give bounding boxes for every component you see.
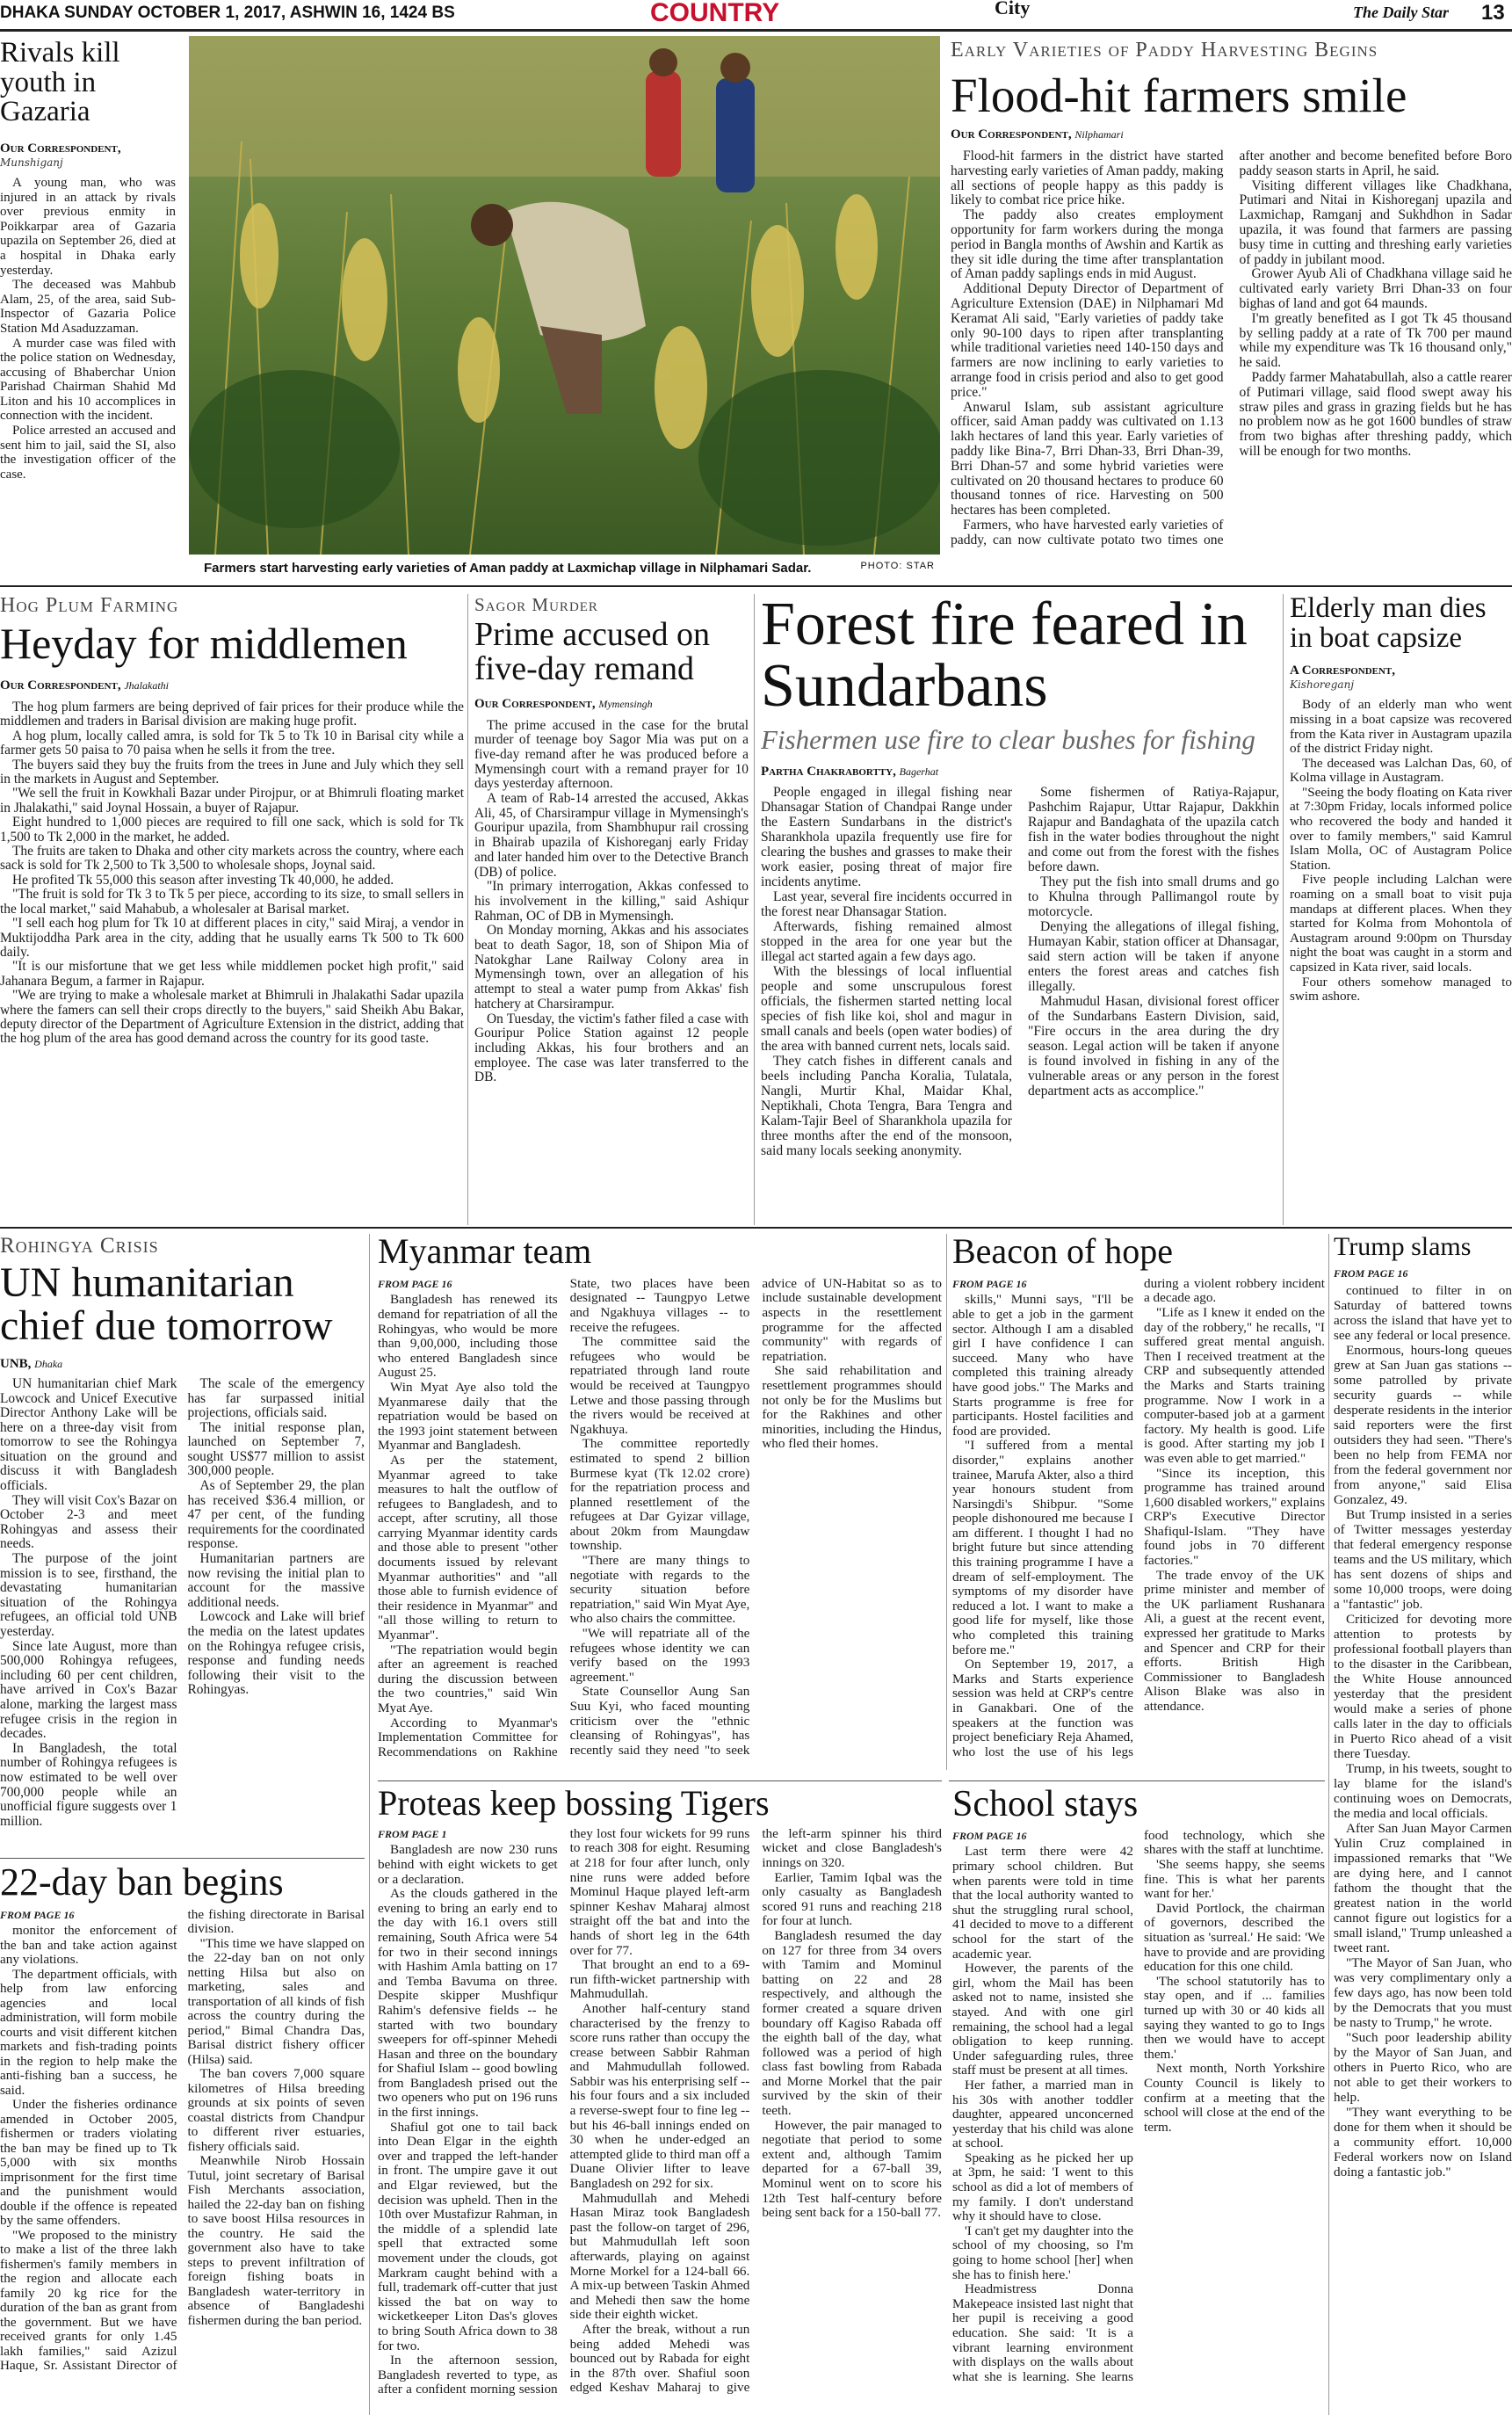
article-body: Flood-hit farmers in the district have started harvesting early varieties of Aman paddy, making all sections of people happy as this paddy is likely to combat rice price hike. The paddy also creates employment opportunity for farm workers during the monga period in Bangla months of Awshin and Kartik as they sit idle during the time after transplantation of Aman paddy saplings ends in mid August. Additional Deputy Director of Department of Agriculture Extension (DAE) in Nilphamari Md Keramat Ali said, "Early varieties of paddy take only 90-100 days to ripen after transplanting while traditional varieties need 140-150 days and farmers are now inclining to early varieties to arrange food in crisis period and also to get good price." Anwarul Islam, sub assistant agriculture officer, said Aman paddy was cultivated on 1.13 lakh hectares of land this year. Early varieties of paddy like Bina-7, Brri Dhan-33, Brri Dhan-39, Brri Dhan-57 and some hybrid varieties were cultivated on 20 thousand hectares to produce 60 thousand tonnes of rice. Harvesting on 500 hectares has been completed. Farmers, who have harvested early varieties of paddy, can now cultivate potato two times one after another and become benefited before Boro paddy season starts in April, he said. Visiting different villages like Chadkhana, Putimari and Nitai in Kishoreganj upazila and Laxmichap, Ramganj and Sukhdhon in Sadar upazila, it was found that farmers are passing busy time in cutting and threshing early varieties of paddy in jubilant mood. Grower Ayub Ali of Chadkhana village said he cultivated early variety Brri Dhan-33 on four bighas of land and got 64 maunds. I'm greatly benefited as I got Tk 45 thousand by selling paddy at a rate of Tk 700 per maund while my expenditure was Tk 16 thousand only," he said. Paddy farmer Mahatabullah, also a cattle rearer of Putimari village, said flood swept away his straw piles and grass in grazing fields but he has no problem now as he got 1600 bundles of straw from two bighas after threshing paddy, which will be enough for two months. (951, 149, 1512, 548)
byline: A Correspondent, (1290, 664, 1396, 678)
headline: Proteas keep bossing Tigers (378, 1786, 770, 1823)
rule-tigers (378, 1780, 942, 1781)
byline: UNB, Dhaka (0, 1356, 63, 1371)
photo-caption (204, 559, 942, 578)
headline: Trump slams (1334, 1234, 1472, 1261)
dateline: Munshiganj (0, 156, 63, 169)
article-body: FROM PAGE 16 skills," Munni says, "I'll be able to get a job in the garment sector. Although I am a disabled girl I have confidence I can succeed. Many who have completed this training already have good jobs." The Marks and Starts programme is free for participants. Hostel facilities and food are provided. "I suffered from a mental disorder," explains another trainee, Marufa Akter, also a third year honours student from Narsingdi's Shibpur. "Some people dishonoured me because I am different. I thought I had no bright future but since attending this training programme I have a dream of self-employment. The symptoms of my disorder have reduced a lot. I want to make a good life for myself, like those who completed this training before me." On September 19, 2017, a Marks and Starts experience session was held at CRP's centre in Ganakbari. One of the speakers at the function was project beneficiary Reja Ahamed, who lost the use of his legs during a violent robbery incident a decade ago. "Life as I knew it ended on the day of the robbery," he recalls, "I suffered great mental anguish. Then I received treatment at the CRP and subsequently attended the Marks and Starts training programme. Now I work in a computer-based job at a garment factory. My health is good. Life is good. After starting my job I was even able to get married." "Since its inception, this programme has trained around 1,600 disabled workers," explains CRP's Executive Director Shafiqul-Islam. "They have found jobs in 70 different factories." The trade envoy of the UK prime minister and member of the UK parliament Rushanara Ali, a guest at the recent event, expressed her gratitude to Marks and Spencer and CRP for their efforts. British High Commissioner to Bangladesh Alison Blake was also in attendance. (952, 1275, 1325, 1759)
kicker: Rohingya Crisis (0, 1234, 159, 1258)
divider (754, 594, 755, 1225)
article-ban (0, 1863, 365, 2415)
article-body: FROM PAGE 16 Last term there were 42 primary school children. But when parents were told in time that the local authority wanted to shut the struggling rural school, 41 decided to move to a different school for the start of the academic year. However, the parents of the girl, whom the Mail has been asked not to name, insisted she stayed. And with one girl remaining, the school had a legal obligation to keep running. Under safeguarding rules, three staff must be present at all times. Her father, a married man in his 30s with another toddler daughter, appeared unconcerned yesterday that his child was alone at school. Speaking as he picked her up at 3pm, he said: 'I went to this school as did a lot of members of my family. I don't understand why it should have to close. 'I can't get my daughter into the school of my choosing, so I'm going to home school [her] when she has to finish here.' Headmistress Donna Makepeace insisted last night that her pupil is receiving a good education. She said: 'It is a vibrant learning environment with displays on the walls about what she is learning. She learns food technology, which she shares with the staff at lunchtime. 'She seems happy, she seems fine. This is what her parents want for her.' David Portlock, the chairman of governors, described the situation as 'surreal.' He said: 'We have to provide and are providing education for this one child. 'The school statutorily has to stay open, and if ... families turned up with 30 or 40 kids all saying they wanted to go to Ings then we would have to accept them.' Next month, North Yorkshire County Council is likely to confirm at a meeting that the school will close at the end of the term. (952, 1827, 1325, 2384)
section-rule-2 (0, 1227, 1512, 1229)
article-body: FROM PAGE 16 Bangladesh has renewed its demand for repatriation of all the Rohingyas, who would be more than 9,00,000, including those who entered Bangladesh since August 25. Win Myat Aye also told the Myanmarese daily that the repatriation would be based on the 1993 joint statement between Myanmar and Bangladesh. As per the statement, Myanmar agreed to take measures to halt the outflow of refugees to Bangladesh, and to accept, after scrutiny, all those carrying Myanmar identity cards and those able to present "other documents issued by relevant Myanmar authorities" and "all those able to furnish evidence of their residence in Myanmar" and "all those willing to return to Myanmar". "The repatriation would begin after an agreement is reached during the discussion between the two countries," said Win Myat Aye. According to Myanmar's Implementation Committee for Recommendations on Rakhine State, two places have been designated -- Taungpyo Letwe and Ngakhuya villages -- to receive the refugees. The committee said the refugees who would be repatriated through land route would be received at Taungpyo Letwe and those passing through the rivers would be received at Ngakhuya. The committee reportedly estimated to spend 2 billion Burmese kyat (Tk 12.02 crore) for the repatriation process and planned resettlement of the refugees at Dar Gyizar village, about 20km from Maungdaw township. "There are many things to negotiate with regards to the security situation before repatriation," said Win Myat Aye, who also chairs the committee. "We will repatriate all of the refugees whose identity we can verify based on the 1993 agreement." State Counsellor Aung San Suu Kyi, who faced mounting criticism over the "ethnic cleansing of Rohingyas", has recently said they need "to seek advice of UN-Habitat so as to include sustainable development aspects in the resettlement programme for the affected community" with regards of repatriation. She said rehabilitation and resettlement programmes should not only be for the Muslims but for the Rakhines and other minorities, including the Hindus, who fled their homes. (378, 1275, 942, 1759)
article-body: FROM PAGE 16 continued to filter in on Saturday of battered towns across the island that have yet to see any federal or local presence. Enormous, hours-long queues grew at San Juan gas stations -- some patrolled by private security guards -- while desperate residents in the interior said reporters were the first outsiders they had seen. "There's been no help from FEMA nor from the federal government nor from anyone," said Elisa Gonzalez, 49. But Trump insisted in a series of Twitter messages yesterday that federal emergency response teams and the US military, which has sent dozens of ships and some 10,000 troops, were doing a "fantastic" job. Criticized for devoting more attention to protests by professional football players than to the disaster in the Caribbean, the White House announced yesterday that the president would make a series of phone calls later in the day to officials in Puerto Rico ahead of a visit there Tuesday. Trump, in his tweets, sought to lay blame for the island's continuing woes on Democrats, the media and local officials. After San Juan Mayor Carmen Yulin Cruz complained in impassioned remarks that "We are dying here, and I cannot fathom the thought that the greatest nation in the world cannot figure out logistics for a small island," Trump unleashed a tweet rant. "The Mayor of San Juan, who was very complimentary only a few days ago, has now been told by the Democrats that you must be nasty to Trump," he wrote. "Such poor leadership ability by the Mayor of San Juan, and others in Puerto Rico, who are not able to get their workers to help. "They want everything to be done for them when it should be a community effort. 10,000 Federal workers now on Island doing a fantastic job." (1334, 1266, 1512, 2179)
article-rohingya (0, 1234, 365, 1849)
article-body: UN humanitarian chief Mark Lowcock and Unicef Executive Director Anthony Lake will be here on a three-day visit from tomorrow to see the Rohingya situation on the ground and discuss it with Bangladesh officials. They will visit Cox's Bazar on October 2-3 and meet Rohingyas and assess their needs. The purpose of the joint mission is to see, firsthand, the devastating humanitarian situation of the Rohingya refugees, an official told UNB yesterday. Since late August, more than 500,000 Rohingya refugees, including 60 per cent children, have arrived in Cox's Bazar alone, marking the largest mass refugee crisis in the region in decades. In Bangladesh, the total number of Rohingya refugees is now estimated to be well over 700,000 people while an unofficial figure suggests over 1 million. The scale of the emergency has far surpassed initial projections, officials said. The initial response plan, launched on September 7, sought US$77 million to assist 300,000 people. As of September 29, the plan has received $36.4 million, or 47 per cent, of the funding requirements for the coordinated response. Humanitarian partners are now revising the initial plan to account for the massive additional needs. Lowcock and Lake will brief the media on the latest updates on the Rohingya refugee crisis, response and funding needs following their visit to the Rohingyas. (0, 1375, 365, 1829)
article-body: FROM PAGE 16 monitor the enforcement of the ban and take action against any violations. The department officials, with help from law enforcing agencies and local administration, will form mobile courts and visit different kitchen markets and fish-trading points in the region to help make the anti-fishing ban a success, he said. Under the fisheries ordinance amended in October 2005, fishermen or traders violating the ban may be fined up to Tk 5,000 with six months imprisonment for the first time and the punishment would double if the offence is repeated by the same offenders. "We proposed to the ministry to make a list of the three lakh fishermen's family members in the region and allocate each family 20 kg rice for the duration of the ban as grant from the government. But we have received grants for only 1.45 lakh families," said Azizul Haque, Sr. Assistant Director of the fishing directorate in Barisal division. "This time we have slapped on the 22-day ban on not only netting Hilsa but also on marketing, sales and transportation of all kinds of fish across the country during the period," Bimal Chandra Das, Barisal district fishery officer (Hilsa) said. The ban covers 7,000 square kilometres of Hilsa breeding grounds at six points of seven coastal districts from Chandpur to different river estuaries, fishery officials said. Meanwhile Nirob Hossain Tutul, joint secretary of Barisal Fish Merchants association, hailed the 22-day ban on fishing to save boost Hilsa resources in the country. He said the government also have to take steps to prevent infiltration of foreign fishing boats in Bangladesh water-territory in absence of Bangladeshi fishermen during the ban period. (0, 1906, 365, 2374)
article-tigers (378, 1786, 942, 2415)
headline: Heyday for middlemen (0, 619, 408, 668)
kicker: Hog Plum Farming (0, 594, 179, 617)
byline: Partha Chakrabortty, Bagerhat (761, 765, 939, 779)
byline: Our Correspondent, (0, 141, 121, 156)
article-rivals (0, 39, 176, 575)
article-forest (761, 594, 1279, 1225)
byline: Our Correspondent, Nilphamari (951, 127, 1124, 142)
from-page: FROM PAGE 16 (1334, 1266, 1408, 1280)
article-body: People engaged in illegal fishing near Dhansagar Station of Chandpai Range under the Eastern Sundarbans in the district's Sharankhola upazila frequently use fire for clearing the bushes and grasses to make their work easier, posing threat of major fire incidents anytime. Last year, several fire incidents occurred in the forest near Dhansagar Station. Afterwards, fishing remained almost stopped in the area for one year but the illegal act started again a few days ago. With the blessings of local influential people and some unscrupulous forest officials, the fishermen started netting local species of fish like koi, shol and magur in small canals and beels (open water bodies) of the area with banned current nets, locals said. They catch fishes in different canals and beels including Pancha Koralia, Tulatala, Nangli, Murtir Khal, Maidar Khal, Neptikhali, Chota Tengra, Bara Tengra and Kalam-Tajir Beel of Sharankhola upazila for three months after the end of the monsoon, said many locals seeking anonymity. Some fishermen of Ratiya-Rajapur, Pashchim Rajapur, Uttar Rajapur, Dakkhin Rajapur and Bandaghata of the upazila catch fish in the water bodies throughout the night and come out from the forest with the fishes before dawn. They put the fish into small drums and go to Khulna through Pallimangol route by motorcycle. Denying the allegations of illegal fishing, Humayan Kabir, station officer at Dhansagar, said stern action will be taken if anyone enters the forest areas and catches fish illegally. Mahmudul Hasan, divisional forest officer of the Sundarbans Eastern Division, said, "Fire occurs in the area during the dry season. Legal action will be taken if anyone is found involved in fishing in any of the vulnerable areas or any person in the forest department acts as accomplice." (761, 785, 1279, 1158)
article-body: The hog plum farmers are being deprived of fair prices for their produce while the middlemen and traders in Barisal division are making huge profit. A hog plum, locally called amra, is sold for Tk 5 to Tk 10 in Barisal city while a farmer gets 50 paisa to 70 paisa when he sells it from the tree. The buyers said they buy the fruits from the trees in June and July which they sell in the markets in August and September. "We sell the fruit in Kowkhali Bazar under Pirojpur, or at Bhimruli floating market in Jhalakathi," said Joynal Hossain, a buyer of Rajapur. Eight hundred to 1,000 pieces are required to fill one sack, which is sold for Tk 1,500 to Tk 2,000 in the market, he added. The fruits are taken to Dhaka and other city markets across the country, where each sack is sold for Tk 2,500 to Tk 3,500 to wholesale shops, Joynal said. He profited Tk 55,000 this season after investing Tk 40,000, he added. "The fruit is sold for Tk 3 to Tk 5 per piece, according to its size, to small sellers in the local market," said Mahabub, a wholesaler at Barisal market. "I sell each hog plum for Tk 10 at different places in city," said Miraj, a vendor in Muktijoddha Park area in the city, adding that he usually earns Tk 500 to Tk 600 daily. "It is our misfortune that we get less while middlemen pocket high profit," said Jahanara Begum, a farmer in Rajapur. "We are trying to make a wholesale market at Bhimruli in Jhalakathi Sadar upazila where the famers can sell their crops directly to the buyers," said Sheikh Abu Bakar, deputy director of the Department of Agriculture Extension in the district, adding that the hog plum of the area has good demand across the country for its good taste. (0, 700, 464, 1047)
masthead-rule (0, 29, 1512, 32)
masthead-section: COUNTRY (650, 0, 780, 27)
headline: 22-day ban begins (0, 1863, 284, 1904)
dateline: Kishoreganj (1290, 678, 1355, 692)
section-rule-1 (0, 585, 1512, 587)
divider (369, 1234, 370, 2415)
article-body: Body of an elderly man who went missing in a boat capsize was recovered from the Kata river in Austagram upazila of the district Friday night. The deceased was Lalchan Das, 60, of Kolma village in Austagram. "Seeing the body floating on Kata river at 7:30pm Friday, locals informed police who recovered the body and handed it over to family members," said Kamrul Islam Molla, OC of Austagram Police Station. Five people including Lalchan were roaming on a small boat to visit puja mandaps at different places. When they started for Kolma from Mohontola of Austagram around 9:00pm on Thursday night the boat was caught in a storm and capsized in Kata river, said locals. Four others somehow managed to swim ashore. (1290, 697, 1512, 1004)
headline: Beacon of hope (952, 1234, 1174, 1271)
headline: Flood-hit farmers smile (951, 69, 1407, 122)
photo-credit: PHOTO: STAR (860, 561, 935, 571)
rule-ban (0, 1858, 365, 1859)
divider (946, 1234, 947, 1770)
masthead (0, 0, 1512, 28)
headline: Prime accused on five-day remand (474, 616, 711, 687)
kicker: Early Varieties of Paddy Harvesting Begins (951, 39, 1378, 62)
article-hogplum (0, 594, 464, 1225)
rule-school (949, 1780, 1325, 1781)
from-page: FROM PAGE 16 (0, 1908, 75, 1921)
article-trump (1334, 1234, 1512, 2415)
divider (1328, 1234, 1329, 2415)
paddy-field-photo (189, 36, 940, 555)
from-page: FROM PAGE 1 (378, 1827, 447, 1840)
masthead-subsection: City (995, 0, 1031, 18)
byline: Our Correspondent, Jhalakathi (0, 678, 169, 693)
masthead-dateline: DHAKA SUNDAY OCTOBER 1, 2017, ASHWIN 16, 1424 BS (0, 4, 455, 22)
article-body: FROM PAGE 1 Bangladesh are now 230 runs behind with eight wickets to get or a declaration. As the clouds gathered in the evening to bring an early end to the day with 16.1 overs still remaining, South Africa were 54 for two in their second innings with Hashim Amla batting on 17 and Temba Bavuma on three. Despite skipper Mushfiqur Rahim's defensive fields -- he started with two boundary sweepers for off-spinner Mehedi Hasan and three on the boundary for Shafiul Islam -- good bowling from Bangladesh prised out the two openers who put on 196 runs in the first innings. Shafiul got one to tail back into Dean Elgar in the eighth over and trapped the left-hander in front. The umpire gave it out and Elgar reviewed, but the decision was upheld. Then in the 10th over Mustafizur Rahman, in the middle of a splendid late spell that extracted some movement under the clouds, got Markram caught behind with a full, trademark off-cutter that just kissed the bat on way to wicketkeeper Liton Das's gloves to bring South Africa down to 38 for two. In the afternoon session, Bangladesh reverted to type, as after a confident morning session they lost four wickets for 99 runs to reach 308 for eight. Resuming at 218 for four after lunch, only nine runs were added before Mominul Haque played left-arm spinner Keshav Maharaj almost straight off the bat and into the hands of short leg in the 64th over for 77. That brought an end to a 69-run fifth-wicket partnership with Mahmudullah. Another half-century stand characterised by the frenzy to score runs rather than occupy the crease between Sabbir Rahman and Mahmudullah followed. Sabbir was his enterprising self -- his four fours and a six included a reverse-swept four to fine leg -- but his 46-ball innings ended on 30 when he under-edged an attempted glide to third man off a Duane Olivier lifter to leave Bangladesh on 292 for six. Mahmudullah and Mehedi Hasan Miraz took Bangladesh past the follow-on target of 296, but Mahmudullah left soon afterwards, playing on against Morne Morkel for a 124-ball 66. A mix-up between Taskin Ahmed and Mehedi then saw the home side their eighth wicket. After the break, without a run being added Mehedi was bounced out by Rabada for eight in the 87th over. Shafiul soon edged Keshav Maharaj to give the left-arm spinner his third wicket and close Bangladesh's innings on 320. Earlier, Tamim Iqbal was the only casualty as Bangladesh scored 91 runs and reaching 218 for four at lunch. Bangladesh resumed the day on 127 for three from 34 overs with Tamim and Mominul batting on 22 and 28 respectively, and although the former created a square driven boundary off Kagiso Rabada off the eighth ball of the day, what followed was a period of high class fast bowling from Rabada and Morne Morkel that the pair survived by the skin of their teeth. However, the pair managed to negotiate that period to some extent and, although Tamim departed for a 67-ball 39, Mominul went on to score his 12th Test half-century before being sent back for a 150-ball 77. (378, 1825, 942, 2397)
divider (467, 594, 468, 1225)
headline: Forest fire feared in Sundarbans (761, 594, 1248, 720)
headline: Elderly man dies in boat capsize (1290, 594, 1487, 654)
article-sagor (474, 594, 749, 1225)
article-flood (951, 39, 1512, 577)
article-myanmar (378, 1234, 942, 1779)
headline: UN humanitarian chief due tomorrow (0, 1259, 333, 1349)
from-page: FROM PAGE 16 (952, 1829, 1027, 1842)
article-body: A young man, who was injured in an attack by rivals over previous enmity in Poikkarpar area of Gazaria upazila on September 26, died at a hospital in Dhaka early yesterday. The deceased was Mahbub Alam, 25, of the area, said Sub-Inspector of Gazaria Police Station Md Asaduzzaman. A murder case was filed with the police station on Wednesday, accusing of Bhaberchar Union Parishad Chairman Shahid Md Liton and his 10 accomplices in connection with the incident. Police arrested an accused and sent him to jail, said the SI, also the investigation officer of the case. (0, 175, 176, 482)
divider (1283, 594, 1284, 1225)
photo-paddy-harvest (189, 36, 940, 555)
masthead-paper: The Daily Star (1353, 4, 1450, 21)
headline: Myanmar team (378, 1234, 592, 1271)
headline: School stays (952, 1786, 1139, 1824)
article-body: The prime accused in the case for the brutal murder of teenage boy Sagor Mia was put on a five-day remand after he was produced before a Mymensingh court with a remand prayer for 10 days yesterday afternoon. A team of Rab-14 arrested the accused, Akkas Ali, 45, of Charsirampur village in Mymensingh's Gouripur upazila, from Shambhupur rail crossing in Bhairab upazila of Kishoreganj early Friday and later handed him over to the Detective Branch (DB) of police. "In primary interrogation, Akkas confessed to his involvement in the killing," said Ashiqur Rahman, OC of DB in Mymensingh. On Monday morning, Akkas and his associates beat to death Sagor, 18, son of Shipon Mia of Natokghar Lane Railway Colony area in Mymensingh town, over an allegation of his attempt to steal a water pump from Akkas' fish hatchery at Charsirampur. On Tuesday, the victim's father filed a case with Gouripur Police Station against 12 people including Akkas, his four brothers and an employee. The case was later transferred to the DB. (474, 717, 749, 1085)
article-elderly (1290, 594, 1512, 1225)
from-page: FROM PAGE 16 (378, 1277, 452, 1290)
byline: Our Correspondent, Mymensingh (474, 696, 653, 711)
page-number: 13 (1481, 1, 1505, 25)
caption-text: Farmers start harvesting early varieties of Aman paddy at Laxmichap village in Nilphamari Sadar. (204, 561, 812, 576)
from-page: FROM PAGE 16 (952, 1277, 1027, 1290)
headline: Rivals kill youth in Gazaria (0, 39, 120, 128)
article-beacon (952, 1234, 1325, 1779)
kicker: Sagor Murder (474, 594, 598, 615)
subhead: Fishermen use fire to clear bushes for fishing (761, 724, 1255, 755)
article-school (952, 1786, 1325, 2415)
